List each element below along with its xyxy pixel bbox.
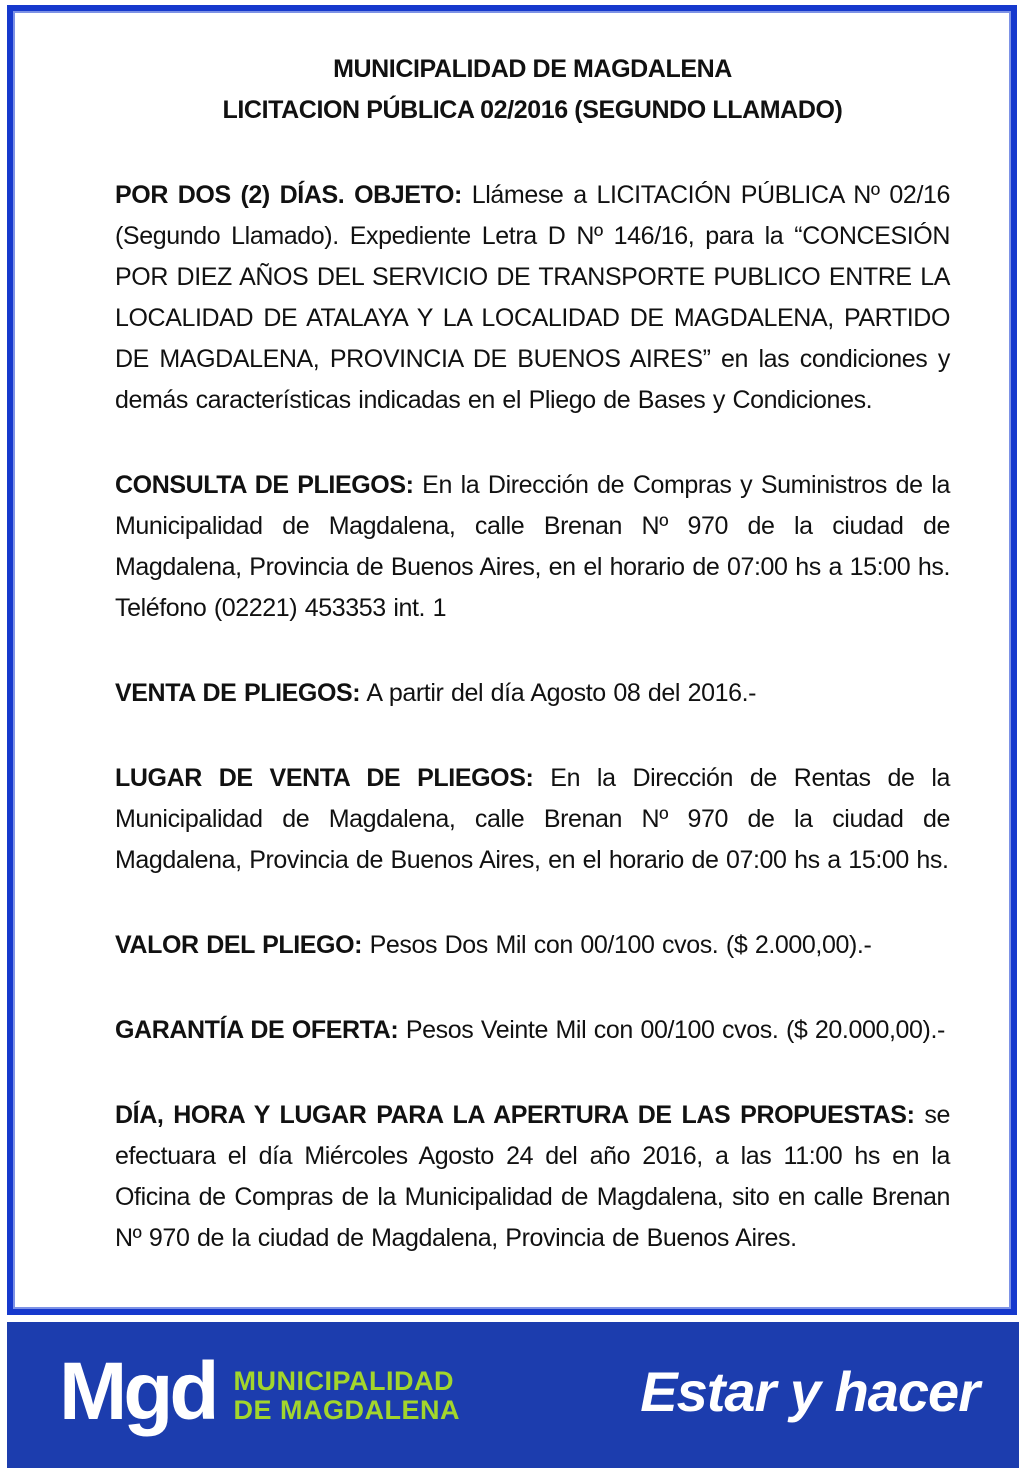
document-title-line2: LICITACION PÚBLICA 02/2016 (SEGUNDO LLAMADO) <box>222 96 843 124</box>
paragraph-garantia-de-oferta <box>115 1010 950 1051</box>
paragraph-lugar-text: En la Dirección de Rentas de la Municipalidad de Magdalena, calle Brenan Nº 970 de la ciudad de Magdalena, Provincia de Buenos Aires, en el horario de 07:00 hs a 15:00 hs. <box>115 764 951 874</box>
paragraph-consulta-text: En la Dirección de Compras y Suministros de la Municipalidad de Magdalena, calle Brenan Nº 970 de la ciudad de Magdalena, Provincia de Buenos Aires, en el horario de 07:00 hs a 15:00 hs. Teléfono (02221) 453353 int. 1 <box>115 471 950 622</box>
paragraph-lugar-de-venta <box>115 758 950 881</box>
paragraph-venta-label: VENTA DE PLIEGOS: <box>115 679 361 707</box>
paragraph-lugar-label: LUGAR DE VENTA DE PLIEGOS: <box>115 764 534 792</box>
paragraph-consulta-de-pliegos <box>115 465 950 629</box>
paragraph-objeto-label: POR DOS (2) DÍAS. OBJETO: <box>115 181 462 209</box>
paragraph-garantia-label: GARANTÍA DE OFERTA: <box>115 1016 399 1044</box>
paragraph-valor-text: Pesos Dos Mil con 00/100 cvos. ($ 2.000,00).- <box>362 931 872 959</box>
paragraph-apertura-text: se efectuara el día Miércoles Agosto 24 del año 2016, a las 11:00 hs en la Oficina de Compras de la Municipalidad de Magdalena, sito en calle Brenan Nº 970 de la ciudad de Magdalena, Provincia de Buenos Aires. <box>115 1101 950 1252</box>
mgd-logo: Mgd <box>59 1346 216 1437</box>
footer-org-name <box>233 1367 460 1425</box>
paragraph-venta-de-pliegos <box>115 673 950 714</box>
paragraph-garantia-text: Pesos Veinte Mil con 00/100 cvos. ($ 20.000,00).- <box>398 1016 945 1044</box>
footer-org-line2: DE MAGDALENA <box>233 1395 460 1425</box>
paragraph-objeto <box>115 175 950 421</box>
footer-org-line1: MUNICIPALIDAD <box>233 1366 454 1396</box>
paragraph-apertura-propuestas <box>115 1095 950 1259</box>
document-body <box>115 175 950 1259</box>
footer-banner <box>7 1322 1019 1468</box>
paragraph-venta-text: A partir del día Agosto 08 del 2016.- <box>360 679 757 707</box>
document-title-line1: MUNICIPALIDAD DE MAGDALENA <box>333 55 732 83</box>
footer-slogan: Estar y hacer <box>640 1359 979 1423</box>
paragraph-objeto-text: Llámese a LICITACIÓN PÚBLICA Nº 02/16 (Segundo Llamado). Expediente Letra D Nº 146/16, para la “CONCESIÓN POR DIEZ AÑOS DEL SERVICIO DE TRANSPORTE PUBLICO ENTRE LA LOCALIDAD DE ATALAYA Y LA LOCALIDAD DE MAGDALENA, PARTIDO DE MAGDALENA, PROVINCIA DE BUENOS AIRES” en las condiciones y demás características indicadas en el Pliego de Bases y Condiciones. <box>115 181 950 414</box>
paragraph-valor-label: VALOR DEL PLIEGO: <box>115 931 363 959</box>
paragraph-consulta-label: CONSULTA DE PLIEGOS: <box>115 471 414 499</box>
paragraph-valor-del-pliego <box>115 925 950 966</box>
paragraph-apertura-label: DÍA, HORA Y LUGAR PARA LA APERTURA DE LAS PROPUESTAS: <box>115 1101 915 1129</box>
tender-notice-document <box>7 5 1017 1315</box>
